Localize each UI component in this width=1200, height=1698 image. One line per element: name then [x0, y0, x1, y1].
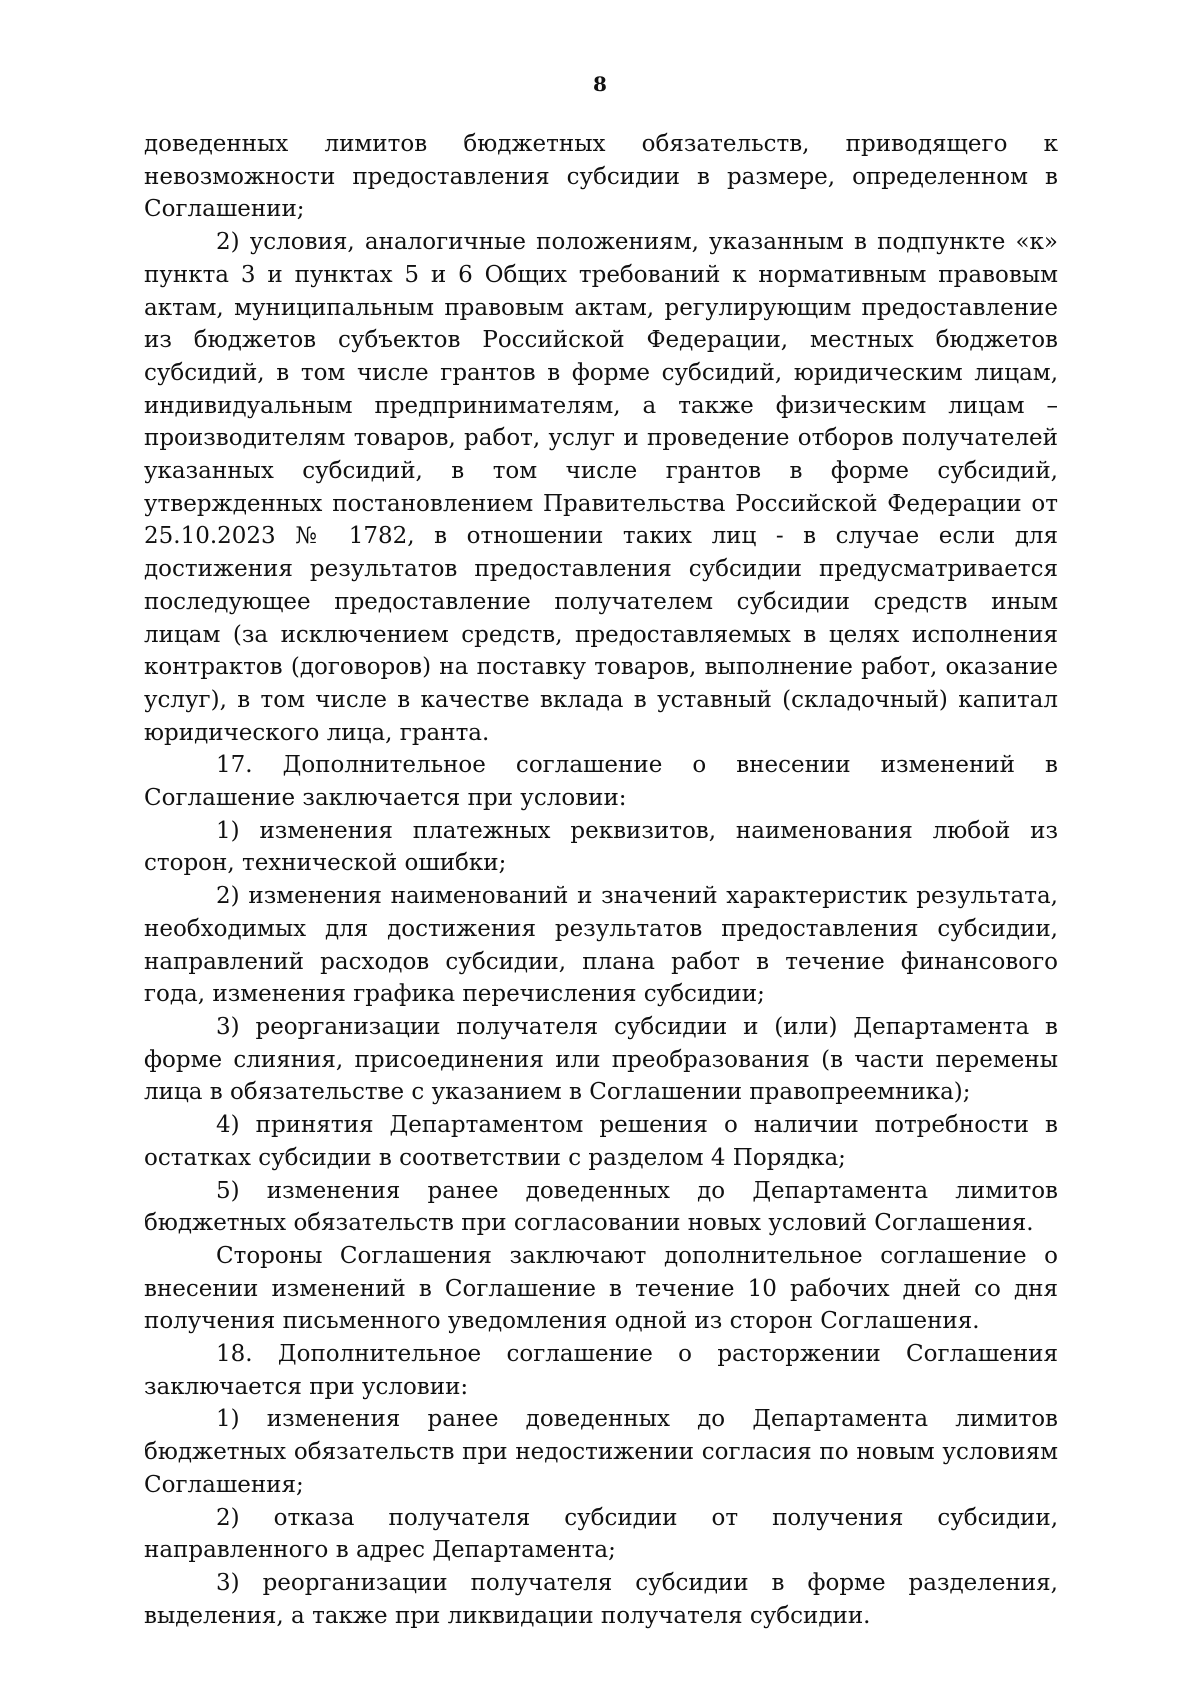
paragraph-clause-18-item-3: 3) реорганизации получателя субсидии в форме разделения, выделения, а также при ликвидации получателя субсидии. [144, 1569, 1058, 1629]
paragraph-clause-18: 18. Дополнительное соглашение о расторжении Соглашения заключается при условии: [144, 1341, 1058, 1400]
paragraph-clause-17-item-5: 5) изменения ранее доведенных до Департамента лимитов бюджетных обязательств при согласовании новых условий Соглашения. [144, 1177, 1058, 1237]
paragraph-clause-17-item-1: 1) изменения платежных реквизитов, наименования любой из сторон, технической ошибки; [144, 817, 1058, 877]
paragraph-parties-agreement: Стороны Соглашения заключают дополнительное соглашение о внесении изменений в Соглашение в течение 10 рабочих дней со дня получения письменного уведомления одной из сторон Соглашения. [144, 1242, 1058, 1335]
paragraph-continuation: доведенных лимитов бюджетных обязательств, приводящего к невозможности предоставления субсидии в размере, определенном в Соглашении; [144, 131, 1058, 223]
paragraph-subitem-2-conditions: 2) условия, аналогичные положениям, указанным в подпункте «к» пункта 3 и пунктах 5 и 6 Общих требований к нормативным правовым актам, муниципальным правовым актам, регулирующим предоставление из бюджетов субъектов Российской Федерации, местных бюджетов субсидий, в том числе грантов в форме субсидий, юридическим лицам, индивидуальным предпринимателям, а также физическим лицам – производителям товаров, работ, услуг и проведение отборов получателей указанных субсидий, в том числе грантов в форме субсидий, утвержденных постановлением Правительства Российской Федерации от 25.10.2023 № 1782, в отношении таких лиц - в случае если для достижения результатов предоставления субсидии предусматривается последующее предоставление получателем субсидии средств иным лицам (за исключением средств, предоставляемых в целях исполнения контрактов (договоров) на поставку товаров, выполнение работ, оказание услуг), в том числе в качестве вклада в уставный (складочный) капитал юридического лица, гранта. [144, 229, 1058, 746]
paragraph-clause-18-item-1: 1) изменения ранее доведенных до Департамента лимитов бюджетных обязательств при недостижении согласия по новым условиям Соглашения; [144, 1406, 1058, 1498]
paragraph-clause-17: 17. Дополнительное соглашение о внесении изменений в Соглашение заключается при условии: [144, 752, 1058, 812]
paragraph-clause-17-item-4: 4) принятия Департаментом решения о наличии потребности в остатках субсидии в соответствии с разделом 4 Порядка; [144, 1112, 1058, 1171]
page-number: 8 [593, 72, 607, 96]
document-body [144, 128, 1058, 1632]
paragraph-clause-17-item-2: 2) изменения наименований и значений характеристик результата, необходимых для достижения результатов предоставления субсидии, направлений расходов субсидии, плана работ в течение финансового года, изменения графика перечисления субсидии; [144, 883, 1058, 1008]
paragraph-clause-18-item-2: 2) отказа получателя субсидии от получения субсидии, направленного в адрес Департамента; [144, 1504, 1058, 1564]
paragraph-clause-17-item-3: 3) реорганизации получателя субсидии и (или) Департамента в форме слияния, присоединения или преобразования (в части перемены лица в обязательстве с указанием в Соглашении правопреемника); [144, 1013, 1058, 1106]
